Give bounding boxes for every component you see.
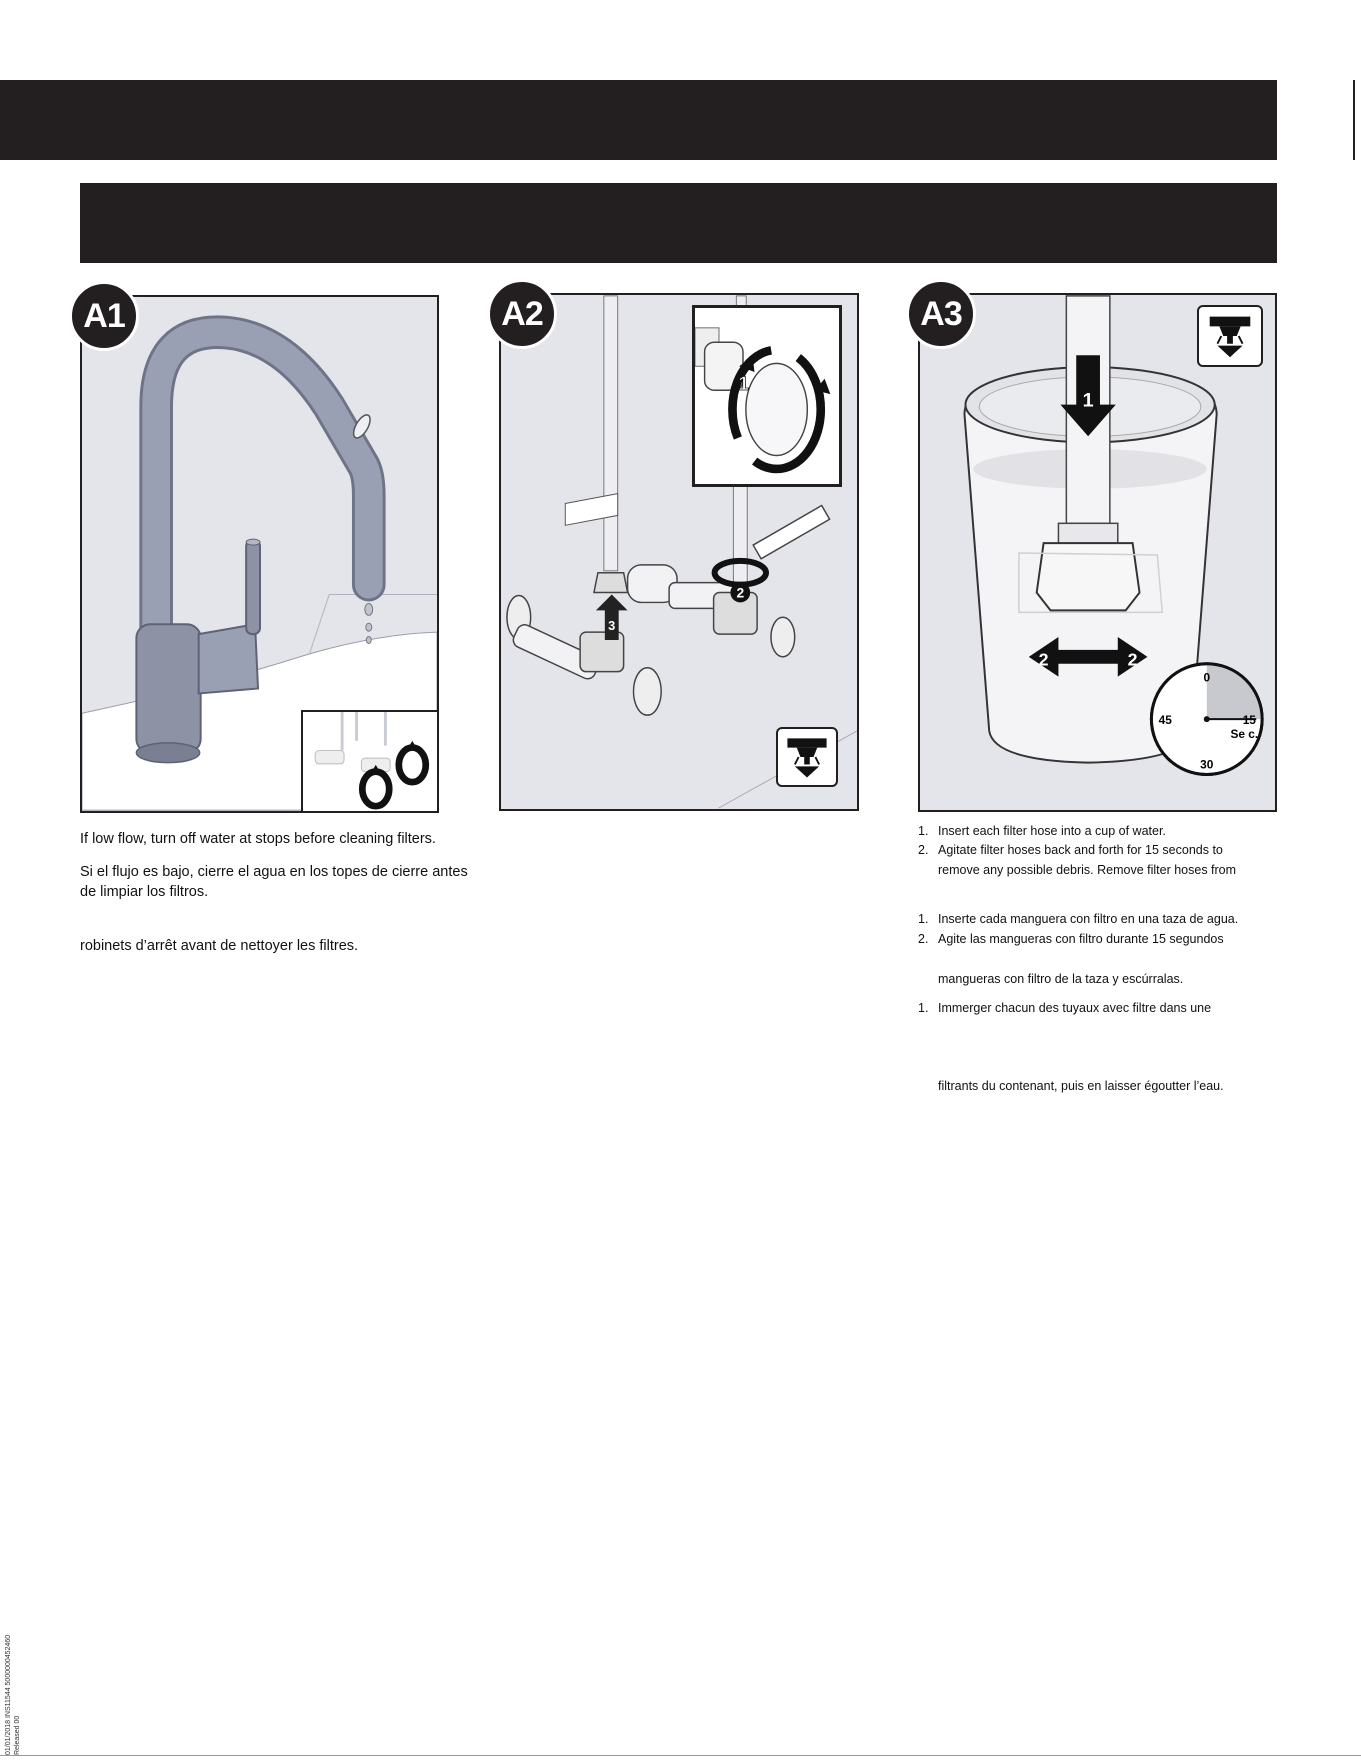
inset-turn-valve xyxy=(692,305,842,487)
water-off-icon xyxy=(1197,305,1263,367)
step-badge-a2: A2 xyxy=(487,279,557,349)
timer-tick-15: 15 xyxy=(1242,713,1256,728)
timer-icon xyxy=(1151,664,1262,775)
step-badge-a1: A1 xyxy=(69,281,139,351)
a3-es-step-2: 2. Agite las mangueras con filtro durante 15 segundos xyxy=(918,932,1224,946)
a1-french-line2: robinets d’arrêt avant de nettoyer les filtres. xyxy=(80,938,359,954)
timer-unit: Se c. xyxy=(1230,726,1259,741)
a3-es-tail: mangueras con filtro de la taza y escúrralas. xyxy=(938,972,1184,986)
step-mark-a3-2a: 2 xyxy=(1038,649,1049,670)
illustration-panel-a1 xyxy=(80,295,439,813)
bottom-rule xyxy=(0,1755,1361,1756)
water-off-icon xyxy=(776,727,838,787)
header-band xyxy=(0,80,1277,160)
a3-en-step-2: 2. Agitate filter hoses back and forth for 15 seconds to remove any possible debris. Remove filter hoses from xyxy=(918,843,1237,877)
step-mark-2: 2 xyxy=(736,584,745,601)
a3-fr-step-1: 1. Immerger chacun des tuyaux avec filtre dans une xyxy=(918,1001,1212,1015)
filter-cup-illustration xyxy=(920,295,1275,810)
a3-es-step-1: 1. Inserte cada manguera con filtro en una taza de agua. xyxy=(918,912,1239,926)
step-mark-1: 1 xyxy=(738,374,749,396)
step-badge-a3: A3 xyxy=(906,279,976,349)
a3-fr-tail: filtrants du contenant, puis en laisser égoutter l’eau. xyxy=(938,1079,1224,1093)
a1-spanish-line1: Si el flujo es bajo, cierre el agua en los topes de cierre antes xyxy=(80,864,468,880)
a1-english-text: If low flow, turn off water at stops before cleaning filters. xyxy=(80,831,436,847)
illustration-panel-a2 xyxy=(499,293,859,811)
step-mark-a3-1: 1 xyxy=(1082,389,1094,412)
step-mark-a3-2b: 2 xyxy=(1127,649,1138,670)
timer-tick-30: 30 xyxy=(1200,757,1214,772)
timer-tick-45: 45 xyxy=(1158,713,1172,728)
page-edge-mark xyxy=(1353,80,1355,160)
inset-shutoff-valves xyxy=(301,710,439,813)
section-title-band xyxy=(80,183,1277,263)
illustration-panel-a3 xyxy=(918,293,1277,812)
a3-en-step-1: 1. Insert each filter hose into a cup of water. xyxy=(918,824,1166,838)
a1-spanish-line2: de limpiar los filtros. xyxy=(80,884,209,900)
document-code: 01/01/2018 INS11544 5000000452460 Released 00 xyxy=(5,1634,21,1755)
step-mark-3: 3 xyxy=(608,618,616,634)
timer-tick-0: 0 xyxy=(1203,670,1211,685)
